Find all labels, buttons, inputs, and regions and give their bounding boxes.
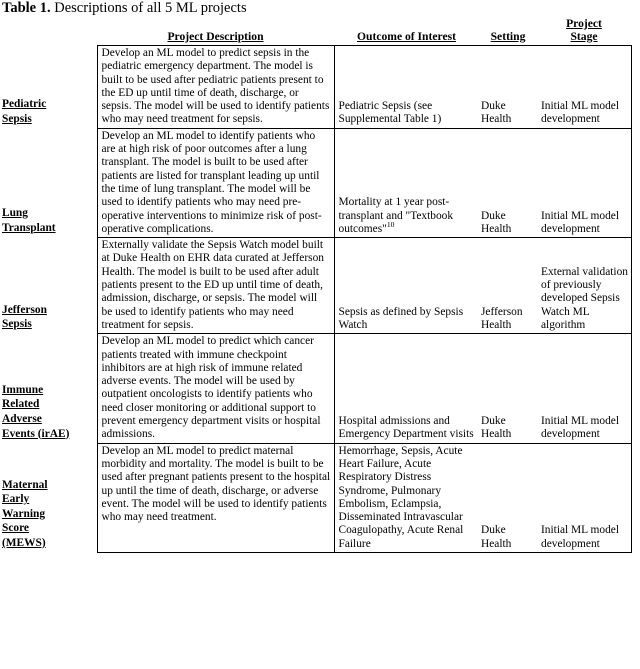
row-label-line: Maternal [2,478,48,491]
table-caption-number: Table 1. [2,0,51,16]
table-row [0,238,631,334]
cell-project-description: Develop an ML model to predict which cancer patients treated with immune checkpoint inhibitors are at high risk of immune related adverse events. The model will be used by outpatient oncologists to identify patients who need closer monitoring or additional support to prevent emergency department visits or hospital admissions. [97,334,334,443]
table-header-row [0,18,631,46]
row-label-pediatric-sepsis [0,46,97,129]
row-label-line: Lung [2,207,28,220]
column-header-project-stage-label-line2: Stage [570,29,598,43]
cell-outcome-of-interest: Hemorrhage, Sepsis, Acute Heart Failure, Acute Respiratory Distress Syndrome, Pulmonary Embolism, Eclampsia, Disseminated Intravascular Coagulopathy, Acute Renal Failure [334,443,479,552]
column-header-project-stage-label-line1: Project [566,17,602,30]
table-row [0,128,631,237]
table-caption-text: Descriptions of all 5 ML projects [50,0,247,16]
cell-project-stage: Initial ML model development [537,46,631,129]
row-label-line: (MEWS) [2,536,46,549]
cell-outcome-text: Mortality at 1 year post-transplant and "Textbook outcomes" [338,196,454,235]
column-header-project-description [97,18,334,46]
cell-project-description: Develop an ML model to predict maternal morbidity and mortality. The model is built to be used after pregnant patients present to the hospital up until the time of death, discharge, or adverse event. The model will be used to identify patients who may need treatment. [97,443,334,552]
column-header-project-description-label: Project Description [167,29,264,43]
column-header-outcome-of-interest-label: Outcome of Interest [357,29,456,43]
cell-project-description: Develop an ML model to predict sepsis in the pediatric emergency department. The model is built to be used after pediatric patients present to the ED up until time of death, discharge, or sepsis. The model will be used to identify patients who may need treatment for sepsis. [97,46,334,129]
row-label-line: Pediatric [2,98,47,111]
row-label-line: Score [2,522,29,535]
table-header [0,18,631,46]
row-label-line: Immune [2,383,44,396]
row-label-line: Warning [2,507,46,520]
row-label-line: Related [2,398,40,411]
column-header-blank [0,18,97,46]
table-body [0,46,631,553]
column-header-setting-label: Setting [490,29,526,43]
cell-project-stage: Initial ML model development [537,128,631,237]
table-row [0,334,631,443]
cell-project-description: Externally validate the Sepsis Watch model built at Duke Health on EHR data curated at Jefferson Health. The model is built to be used after adult patients present to the ED up until time of death, admission, discharge, or sepsis. The model will be used to identify patients who may need treatment for sepsis. [97,238,334,334]
row-label-line: Jefferson [2,303,47,316]
table-caption [2,0,247,17]
column-header-project-stage [537,18,631,46]
cell-project-description: Develop an ML model to identify patients who are at high risk of poor outcomes after a lung transplant. The model is built to be used after patients are listed for transplant leading up until the time of lung transplant. The model will be used to identify patients who may need pre-operative interventions to minimize risk of post-operative complications. [97,128,334,237]
cell-setting: Duke Health [479,46,537,129]
column-header-outcome-of-interest [334,18,479,46]
row-label-line: Events (irAE) [2,427,70,440]
cell-project-stage: Initial ML model development [537,443,631,552]
row-label-line: Adverse [2,412,42,425]
projects-table [0,18,632,553]
cell-setting: Jefferson Health [479,238,537,334]
cell-outcome-of-interest [334,128,479,237]
row-label-line: Sepsis [2,318,32,331]
cell-setting: Duke Health [479,128,537,237]
row-label-immune-related-adverse-events [0,334,97,443]
cell-outcome-of-interest: Sepsis as defined by Sepsis Watch [334,238,479,334]
cell-setting: Duke Health [479,334,537,443]
row-label-line: Transplant [2,222,56,235]
table-row [0,443,631,552]
table-row [0,46,631,129]
cell-setting: Duke Health [479,443,537,552]
row-label-lung-transplant [0,128,97,237]
row-label-line: Sepsis [2,112,32,125]
citation-superscript: 10 [386,220,395,230]
cell-outcome-of-interest: Hospital admissions and Emergency Department visits [334,334,479,443]
row-label-line: Early [2,493,30,506]
cell-project-stage: Initial ML model development [537,334,631,443]
row-label-jefferson-sepsis [0,238,97,334]
row-label-maternal-early-warning-score [0,443,97,552]
column-header-setting [479,18,537,46]
cell-outcome-of-interest: Pediatric Sepsis (see Supplemental Table 1) [334,46,479,129]
cell-project-stage: External validation of previously developed Sepsis Watch ML algorithm [537,238,631,334]
